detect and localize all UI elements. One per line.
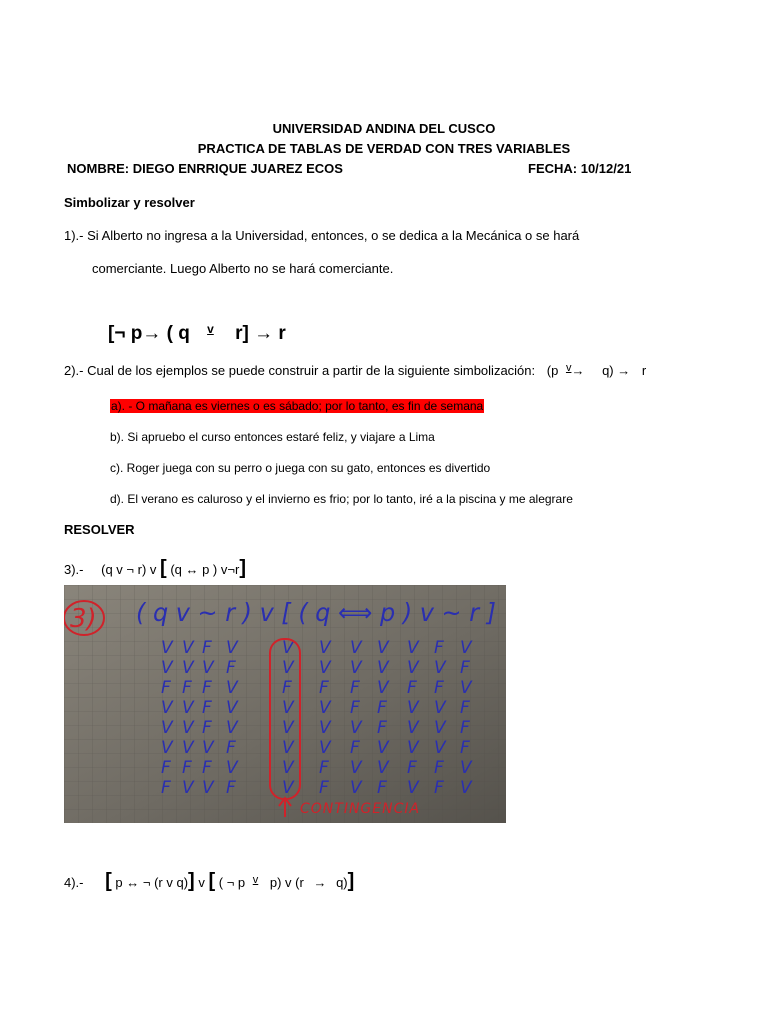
- photo-cell: F: [407, 758, 417, 778]
- photo-cell: V: [460, 758, 472, 778]
- q4-expr1: p ↔ ¬ (r v q): [115, 875, 189, 890]
- q4-arrow: →: [313, 875, 327, 890]
- q2-formula-xor: v: [565, 362, 572, 374]
- q4-mid-or: v: [198, 875, 205, 890]
- q4-bracket2-open: [: [208, 870, 216, 892]
- option-c: c). Roger juega con su perro o juega con su gato, entonces es divertido: [110, 461, 491, 475]
- photo-cell: F: [161, 678, 171, 698]
- photo-cell: F: [226, 658, 236, 678]
- photo-cell: V: [350, 658, 362, 678]
- photo-cell: V: [282, 738, 294, 758]
- photo-cell: V: [182, 718, 194, 738]
- date-label: FECHA: 10/12/21: [528, 161, 632, 176]
- photo-cell: V: [202, 778, 214, 798]
- q2-formula-arrow: →: [571, 363, 585, 378]
- handwritten-truth-table-photo: [64, 585, 506, 823]
- photo-cell: F: [434, 678, 444, 698]
- q4-xor: v: [252, 874, 259, 886]
- photo-cell: F: [161, 758, 171, 778]
- section-title-symbolize: Simbolizar y resolver: [64, 195, 195, 210]
- photo-cell: F: [460, 698, 470, 718]
- photo-cell: V: [407, 778, 419, 798]
- photo-cell: V: [460, 778, 472, 798]
- practice-title: PRACTICA DE TABLAS DE VERDAD CON TRES VARIABLES: [197, 141, 571, 156]
- photo-cell: V: [282, 658, 294, 678]
- photo-cell: V: [460, 638, 472, 658]
- photo-cell: V: [434, 698, 446, 718]
- photo-cell: F: [226, 778, 236, 798]
- option-d: d). El verano es caluroso y el invierno es frio; por lo tanto, iré a la piscina y me alegrare: [110, 492, 573, 506]
- q2-formula-b: q) →: [602, 363, 631, 378]
- photo-cell: F: [434, 758, 444, 778]
- photo-cell: F: [182, 678, 192, 698]
- photo-cell: V: [350, 778, 362, 798]
- question-4-expression: [64, 870, 354, 893]
- photo-cell: F: [319, 758, 329, 778]
- photo-cell: V: [377, 638, 389, 658]
- photo-cell: V: [182, 638, 194, 658]
- photo-cell: V: [161, 638, 173, 658]
- photo-cell: V: [350, 758, 362, 778]
- photo-cell: V: [282, 718, 294, 738]
- option-b: b). Si apruebo el curso entonces estaré feliz, y viajare a Lima: [110, 430, 435, 444]
- photo-cell: F: [282, 678, 292, 698]
- photo-cell: F: [161, 778, 171, 798]
- photo-cell: F: [319, 678, 329, 698]
- photo-cell: V: [282, 778, 294, 798]
- photo-cell: V: [319, 738, 331, 758]
- photo-cell: V: [182, 698, 194, 718]
- option-a: [110, 399, 484, 413]
- photo-cell: V: [377, 738, 389, 758]
- q3-bracket-open: [: [160, 557, 167, 579]
- photo-cell: V: [161, 718, 173, 738]
- formula-exclusive-or: v: [207, 322, 214, 336]
- q2-formula-c: r: [641, 363, 647, 378]
- photo-cell: V: [407, 718, 419, 738]
- photo-result-label: CONTINGENCIA: [300, 801, 421, 817]
- photo-cell: V: [377, 658, 389, 678]
- photo-cell: V: [319, 638, 331, 658]
- photo-cell: F: [434, 778, 444, 798]
- photo-cell: F: [202, 758, 212, 778]
- photo-cell: V: [407, 698, 419, 718]
- q4-bracket2-close: ]: [347, 870, 355, 892]
- photo-cell: V: [226, 638, 238, 658]
- question-4-label: 4).-: [64, 875, 84, 890]
- photo-cell: V: [377, 758, 389, 778]
- photo-cell: V: [319, 658, 331, 678]
- q4-bracket1-close: ]: [188, 870, 195, 892]
- question-3-expression: [64, 557, 246, 580]
- formula-part-b: r] → r: [235, 323, 286, 344]
- q2-formula-a: (p: [546, 363, 559, 378]
- photo-cell: F: [407, 678, 417, 698]
- photo-cell: V: [226, 718, 238, 738]
- university-title: UNIVERSIDAD ANDINA DEL CUSCO: [272, 121, 496, 136]
- photo-cell: F: [182, 758, 192, 778]
- question-3-label: 3).-: [64, 562, 84, 577]
- photo-cell: V: [319, 718, 331, 738]
- photo-cell: V: [226, 758, 238, 778]
- photo-cell: V: [202, 738, 214, 758]
- photo-cell: F: [460, 658, 470, 678]
- photo-cell: V: [182, 738, 194, 758]
- formula-part-a: [¬ p→ ( q: [108, 323, 190, 344]
- photo-cell: V: [350, 718, 362, 738]
- photo-cell: V: [182, 778, 194, 798]
- photo-cell: F: [319, 778, 329, 798]
- photo-cell: V: [434, 718, 446, 738]
- photo-cell: V: [377, 678, 389, 698]
- question-2-text: 2).- Cual de los ejemplos se puede construir a partir de la siguiente simbolización:: [64, 363, 536, 378]
- question-1-formula: [108, 323, 286, 345]
- photo-cell: V: [182, 658, 194, 678]
- photo-cell: V: [282, 638, 294, 658]
- photo-cell: F: [377, 718, 387, 738]
- photo-cell: V: [226, 698, 238, 718]
- photo-cell: V: [350, 638, 362, 658]
- photo-cell: V: [319, 698, 331, 718]
- q4-expr2a: ( ¬ p: [218, 875, 246, 890]
- q4-expr2b: p) v (r: [269, 875, 304, 890]
- photo-cell: V: [434, 658, 446, 678]
- photo-problem-number: 3): [70, 604, 97, 634]
- photo-cell: V: [226, 678, 238, 698]
- photo-cell: F: [434, 638, 444, 658]
- photo-cell: V: [202, 658, 214, 678]
- photo-cell: F: [202, 638, 212, 658]
- photo-cell: F: [350, 738, 360, 758]
- photo-cell: V: [407, 738, 419, 758]
- photo-cell: V: [282, 698, 294, 718]
- option-a-highlight: a). - O mañana es viernes o es sábado; por lo tanto, es fin de semana: [111, 399, 484, 413]
- photo-cell: V: [161, 698, 173, 718]
- photo-cell: V: [460, 678, 472, 698]
- photo-cell: F: [377, 778, 387, 798]
- q4-bracket1-open: [: [105, 870, 112, 892]
- photo-cell: F: [350, 678, 360, 698]
- photo-cell: F: [226, 738, 236, 758]
- photo-cell: F: [202, 718, 212, 738]
- question-1-line-1: 1).- Si Alberto no ingresa a la Universidad, entonces, o se dedica a la Mecánica o se hará: [64, 228, 580, 243]
- section-title-resolve: RESOLVER: [64, 522, 135, 537]
- question-1-line-2: comerciante. Luego Alberto no se hará comerciante.: [92, 261, 394, 276]
- q3-expr-b: (q ↔ p ) v¬r: [170, 562, 240, 577]
- question-2-prompt: [64, 363, 646, 378]
- photo-cell: F: [377, 698, 387, 718]
- photo-formula-header: ( q v ~ r ) v [ ( q ⟺ p ) v ~ r ]: [136, 598, 496, 627]
- q3-expr-a: (q v ¬ r) v: [101, 562, 157, 577]
- photo-cell: V: [407, 658, 419, 678]
- photo-cell: F: [202, 698, 212, 718]
- photo-cell: V: [407, 638, 419, 658]
- q4-expr2c: q): [336, 875, 348, 890]
- photo-cell: V: [161, 738, 173, 758]
- photo-cell: V: [161, 658, 173, 678]
- student-name: NOMBRE: DIEGO ENRRIQUE JUAREZ ECOS: [67, 161, 343, 176]
- photo-cell: F: [460, 718, 470, 738]
- q3-bracket-close: ]: [239, 557, 246, 579]
- photo-cell: V: [434, 738, 446, 758]
- photo-cell: F: [460, 738, 470, 758]
- photo-cell: F: [350, 698, 360, 718]
- photo-cell: V: [282, 758, 294, 778]
- photo-cell: F: [202, 678, 212, 698]
